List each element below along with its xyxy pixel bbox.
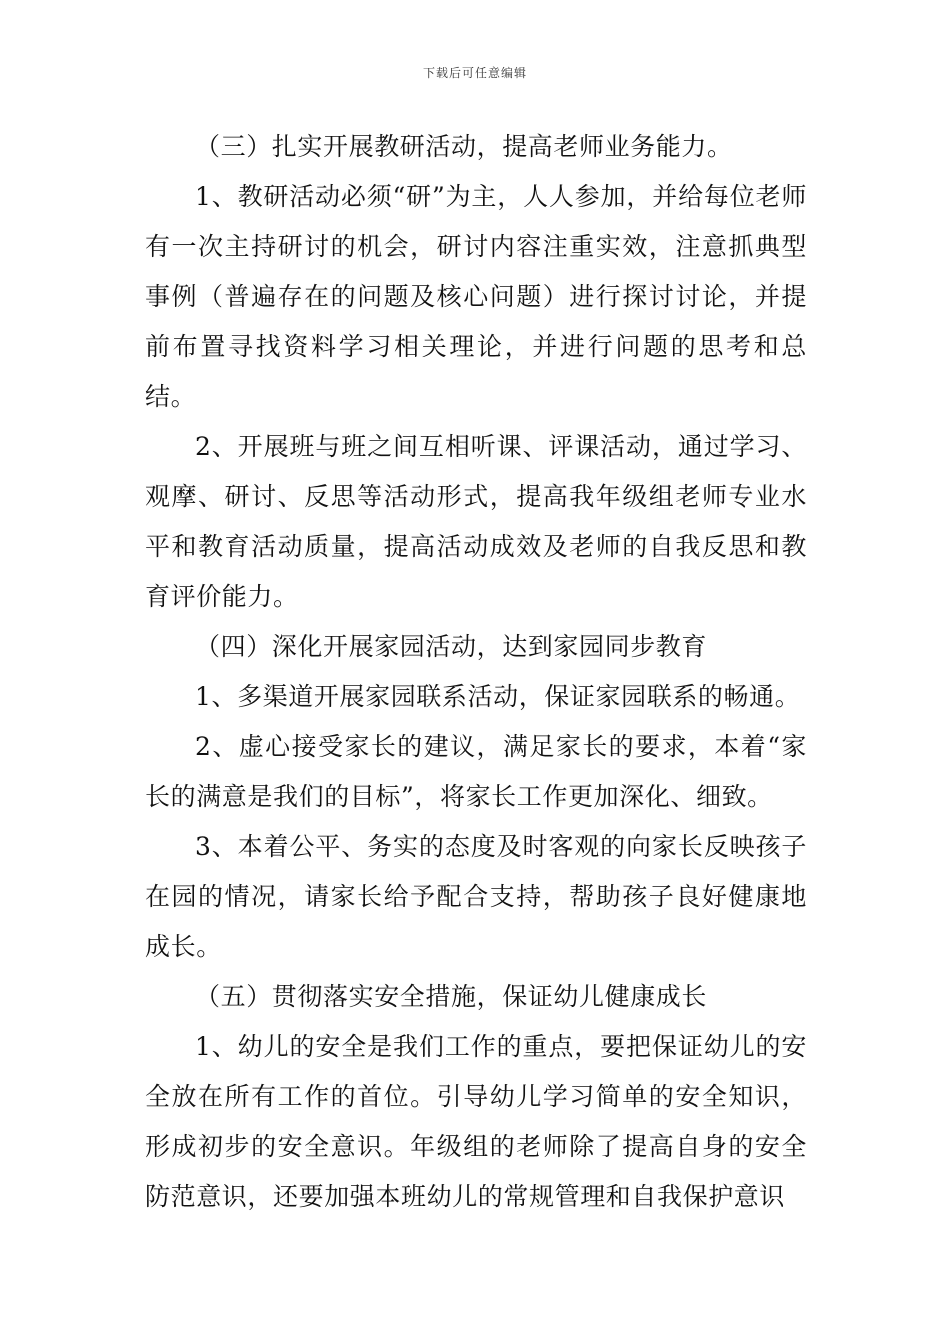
paragraph: 3、本着公平、务实的态度及时客观的向家长反映孩子在园的情况，请家长给予配合支持，帮助孩子良好健康地成长。 <box>145 832 807 961</box>
paragraph: 1、多渠道开展家园联系活动，保证家园联系的畅通。 <box>195 682 801 711</box>
section-heading-4: （四）深化开展家园活动，达到家园同步教育 <box>195 632 708 661</box>
section-heading-3: （三）扎实开展教研活动，提高老师业务能力。 <box>195 132 733 161</box>
paragraph: 2、开展班与班之间互相听课、评课活动，通过学习、观摩、研讨、反思等活动形式，提高我年级组老师专业水平和教育活动质量，提高活动成效及老师的自我反思和教育评价能力。 <box>145 432 807 611</box>
paragraph: 1、幼儿的安全是我们工作的重点，要把保证幼儿的安全放在所有工作的首位。引导幼儿学习简单的安全知识，形成初步的安全意识。年级组的老师除了提高自身的安全防范意识，还要加强本班幼儿的常规管理和自我保护意识 <box>145 1032 807 1211</box>
document-body <box>145 122 807 1222</box>
section-heading-5: （五）贯彻落实安全措施，保证幼儿健康成长 <box>195 982 708 1011</box>
paragraph: 2、虚心接受家长的建议，满足家长的要求，本着“家长的满意是我们的目标”，将家长工作更加深化、细致。 <box>145 732 807 811</box>
paragraph: 1、教研活动必须“研”为主，人人参加，并给每位老师有一次主持研讨的机会，研讨内容注重实效，注意抓典型事例（普遍存在的问题及核心问题）进行探讨讨论，并提前布置寻找资料学习相关理论，并进行问题的思考和总结。 <box>145 182 807 411</box>
page-header: 下载后可任意编辑 <box>422 66 527 80</box>
